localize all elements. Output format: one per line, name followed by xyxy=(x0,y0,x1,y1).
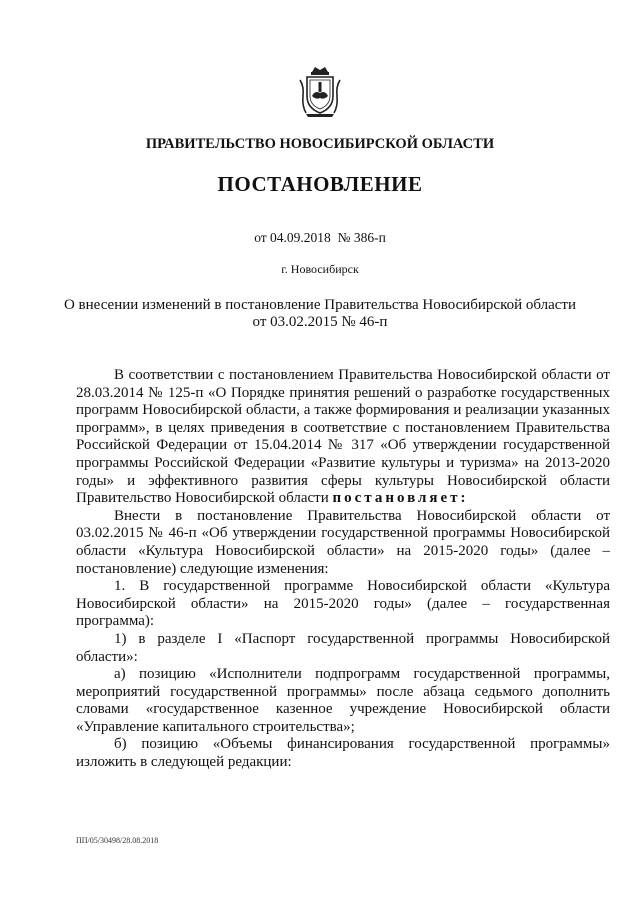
document-type-title: ПОСТАНОВЛЕНИЕ xyxy=(217,172,423,196)
city-label: г. Новосибирск xyxy=(281,262,359,276)
preamble-text: В соответствии с постановлением Правительства Новосибирской области от 28.03.2014 № 125-п «О Порядке принятия решений о разработке государственных программ Новосибирской области, а также формирования и реализации указанных программ», в целях приведения в соответствие с постановлением Правительства Российской Федерации от 15.04.2014 № 317 «Об утверждении государственной программы Российской Федерации «Развитие культуры и туризма» на 2013-2020 годы» и эффективного развития сферы культуры Новосибирской области Правительство Новосибирской области xyxy=(76,367,610,507)
document-date-number xyxy=(0,230,640,246)
resolves-word: постановляет: xyxy=(332,490,469,507)
document-reference-footer: ПП/05/30498/28.08.2018 xyxy=(76,836,159,845)
document-subject xyxy=(60,297,580,331)
paragraph-subitem-b: б) позицию «Объемы финансирования государственной программы» изложить в следующей редакции: xyxy=(76,736,610,771)
subject-line-2: от 03.02.2015 № 46-п xyxy=(252,314,388,330)
paragraph-subitem-a: а) позицию «Исполнители подпрограмм государственной программы, мероприятий государственной программы» после абзаца седьмого дополнить словами «государственное казенное учреждение Новосибирской области «Управление капитального строительства»; xyxy=(76,666,610,735)
organization-title: ПРАВИТЕЛЬСТВО НОВОСИБИРСКОЙ ОБЛАСТИ xyxy=(145,136,495,152)
document-date: от 04.09.2018 xyxy=(254,230,331,245)
coat-of-arms-icon xyxy=(298,66,342,118)
paragraph-subitem-1: 1) в разделе I «Паспорт государственной программы Новосибирской области»: xyxy=(76,630,610,665)
document-body xyxy=(76,367,610,772)
paragraph-preamble xyxy=(76,367,610,508)
subject-line-1: О внесении изменений в постановление Правительства Новосибирской области xyxy=(63,297,577,313)
paragraph-amend: Внести в постановление Правительства Новосибирской области от 03.02.2015 № 46-п «Об утверждении государственной программы Новосибирской области «Культура Новосибирской области» на 2015-2020 годы» (далее – постановление) следующие изменения: xyxy=(76,507,610,577)
document-number: № 386-п xyxy=(337,230,386,245)
paragraph-item-1: 1. В государственной программе Новосибирской области «Культура Новосибирской области» на 2015-2020 годы» (далее – государственная программа): xyxy=(76,578,610,630)
